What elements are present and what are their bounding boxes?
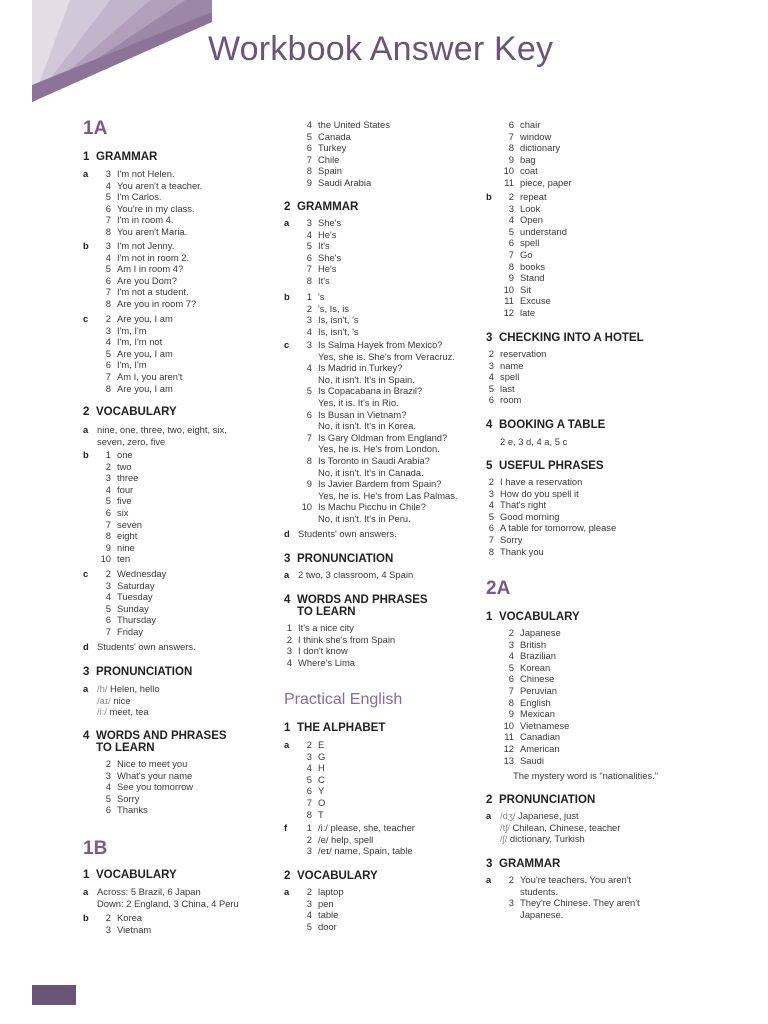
section-heading: 4 BOOKING A TABLE (486, 419, 606, 431)
continued-list: 4 the United States 5 Canada 6 Turkey 7 Chile 8 Spain 9 Saudi Arabia (306, 119, 390, 188)
section-heading: 3 PRONUNCIATION (83, 666, 193, 678)
exercise-1b-list: b 3 I'm not Jenny. 4 I'm not in room 2. 5 Am I in room 4? 6 Are you Dom? 7 I'm not a student. 8 Are you in room 7? (83, 240, 197, 309)
exercise-pronunciation-a-list: a /dʒ/ Japanese, just /tʃ/ Chilean, Chinese, teacher /ʃ/ dictionary, Turkish (486, 810, 621, 845)
section-heading: 2 GRAMMAR (284, 201, 359, 213)
section-heading: 3 GRAMMAR (486, 858, 561, 870)
exercise-2a-list: a 3 She's 4 He's 5 It's 6 She's 7 He's 8 It's (284, 217, 342, 286)
exercise-4-list: 2 Nice to meet you 3 What's your name 4 See you tomorrow 5 Sorry 6 Thanks (105, 758, 194, 816)
exercise-1b-1b-list: b 2 Korea 3 Vietnam (83, 912, 152, 935)
section-heading: 2 PRONUNCIATION (486, 794, 596, 806)
section-heading: 5 USEFUL PHRASES (486, 460, 604, 472)
section-heading: 1 VOCABULARY (486, 611, 580, 623)
section-heading: 4 WORDS AND PHRASES TO LEARN (284, 594, 428, 618)
exercise-phrases-list: 2 I have a reservation 3 How do you spell it 4 That's right 5 Good morning 6 A table for tomorrow, please 7 Sorry 8 Thank you (488, 476, 617, 557)
continued-list: 6 chair 7 window 8 dictionary 9 bag 10 coat 11 piece, paper (503, 119, 572, 188)
exercise-1b-1a: a Across: 5 Brazil, 6 Japan Down: 2 England, 3 China, 4 Peru (83, 886, 239, 909)
exercise-1c-list: c 2 Are you, I am 3 I'm, I'm 4 I'm, I'm not 5 Are you, I am 6 I'm, I'm 7 Am I, you aren't 8 Are you, I am (83, 313, 183, 394)
exercise-b-list: b 2 repeat 3 Look 4 Open 5 understand 6 spell 7 Go 8 books 9 Stand 10 Sit 11 Excuse 12 late (486, 191, 567, 318)
section-heading: 1 THE ALPHABET (284, 722, 386, 734)
exercise-alphabet-f-list: f 1 /iː/ please, she, teacher 2 /e/ help, spell 3 /eɪ/ name, Spain, table (284, 822, 415, 857)
exercise-2d: d Students' own answers. (284, 528, 397, 539)
exercise-booking-answer: 2 e, 3 d, 4 a, 5 c (500, 436, 568, 447)
footer-page-tab (32, 985, 76, 1005)
page-title: Workbook Answer Key (208, 30, 554, 68)
section-heading: 4 WORDS AND PHRASES TO LEARN (83, 730, 227, 754)
exercise-2c-list: c 2 Wednesday 3 Saturday 4 Tuesday 5 Sunday 6 Thursday 7 Friday (83, 568, 167, 637)
unit-heading-1b: 1B (83, 838, 108, 859)
section-heading: 1 GRAMMAR (83, 151, 158, 163)
exercise-3a: a 2 two, 3 classroom, 4 Spain (284, 569, 414, 580)
exercise-alphabet-a-list: a 2 E 3 G 4 H 5 C 6 Y 7 O 8 T (284, 739, 326, 820)
corner-fan-decoration (0, 0, 215, 102)
exercise-nationalities-list: 2 Japanese 3 British 4 Brazilian 5 Korean 6 Chinese 7 Peruvian 8 English 9 Mexican 10 Vietnamese 11 Canadian 12 American 13 Saudi The mystery word is “nationalities.” (503, 627, 658, 782)
unit-heading-2a: 2A (486, 578, 511, 599)
exercise-vocab-a-list: a 2 laptop 3 pen 4 table 5 door (284, 886, 344, 932)
section-heading: 2 VOCABULARY (83, 406, 177, 418)
exercise-4-list: 1 It's a nice city 2 I think she's from Spain 3 I don't know 4 Where's Lima (286, 622, 396, 668)
section-heading: 3 PRONUNCIATION (284, 553, 394, 565)
exercise-hotel-list: 2 reservation 3 name 4 spell 5 last 6 room (488, 348, 547, 406)
exercise-2b-list: b 1 one 2 two 3 three 4 four 5 five 6 six 7 seven 8 eight 9 nine 10 ten (83, 449, 143, 565)
unit-heading-1a: 1A (83, 118, 108, 139)
exercise-2d: d Students' own answers. (83, 641, 196, 652)
section-heading: 3 CHECKING INTO A HOTEL (486, 332, 644, 344)
section-heading: 1 VOCABULARY (83, 869, 177, 881)
section-heading: 2 VOCABULARY (284, 870, 378, 882)
exercise-1a-list: a 3 I'm not Helen. 4 You aren't a teacher. 5 I'm Carlos. 6 You're in my class. 7 I'm in room 4. 8 You aren't Maria. (83, 168, 203, 237)
practical-english-heading: Practical English (284, 691, 403, 708)
exercise-2b-list: b 1 's 2 's, Is, is 3 Is, isn't, 's 4 Is, isn't, 's (284, 291, 359, 337)
exercise-2c-list: c 3 Is Salma Hayek from Mexico? Yes, she is. She's from Veracruz. 4 Is Madrid in Turkey? No, it isn't. It's in Spain. 5 Is Copacabana in Brazil? Yes, it is. It's in Rio. 6 Is Busan in Vietnam? No, it isn't. It's in Korea. 7 Is Gary Oldman from England? Yes, he is. He's from London. 8 Is Toronto in Saudi Arabia? No, it isn't. It's in Canada. 9 Is Javier Bardem from Spain? Yes, he is. He's from Las Palmas. 10 Is Machu Picchu in Chile? No, it isn't. It's in Peru. (284, 339, 458, 524)
exercise-2a: a nine, one, three, two, eight, six, seven, zero, five (83, 424, 227, 447)
exercise-3a-list: a /h/ Helen, hello /aɪ/ nice /iː/ meet, tea (83, 683, 160, 718)
exercise-grammar-a-list: a 2 You're teachers. You aren't students. 3 They're Chinese. They aren't Japanese. (486, 874, 640, 920)
